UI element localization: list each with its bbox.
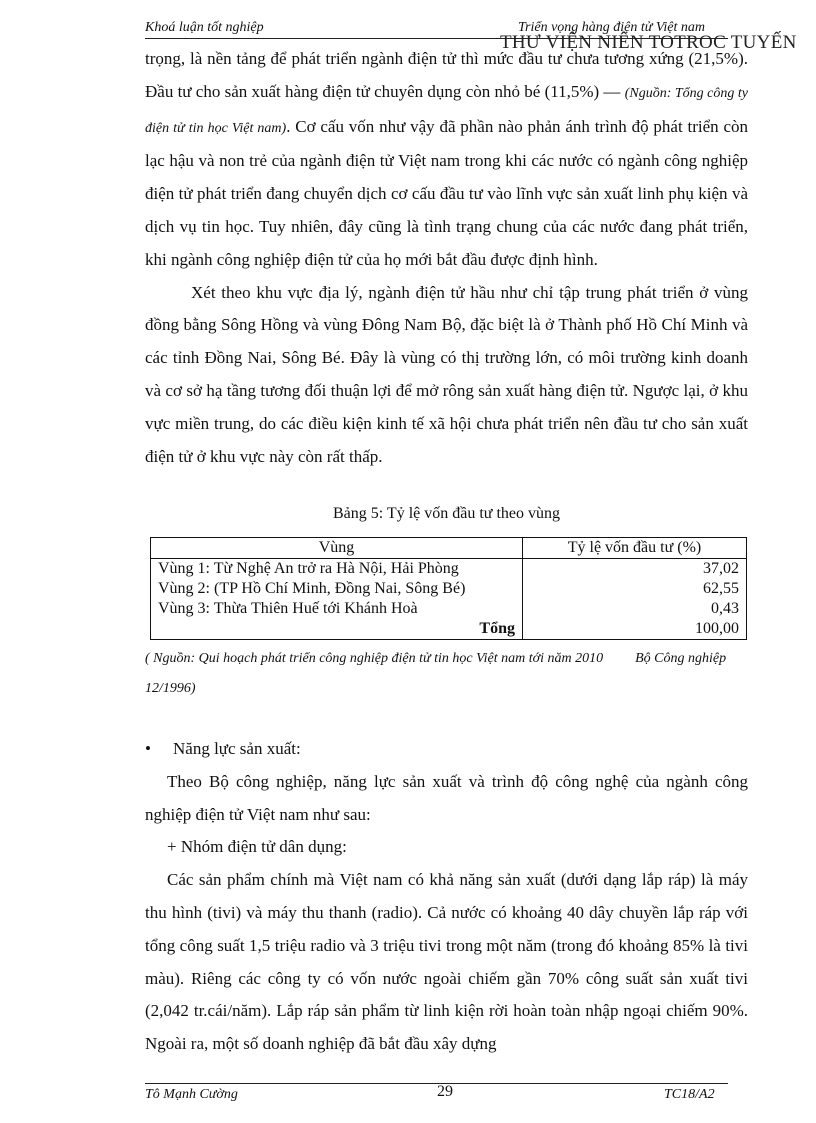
paragraph-1-continuation: . Cơ cấu vốn như vậy đã phần nào phản ánh trình độ phát triển còn lạc hậu và non trẻ của ngành điện tử Việt nam trong khi các nước có ngành công nghiệp điện tử phát triển đang chuyển dịch cơ cấu đầu tư vào lĩnh vực sản xuất linh phụ kiện và dịch vụ tin học. Tuy nhiên, đây cũng là tình trạng chung của các nước đang phát triển, khi ngành công nghiệp điện tử của họ mới bắt đầu được định hình. — [145, 116, 748, 269]
note-source-part2: Bộ Công nghiệp 12/1996) — [145, 651, 727, 696]
table-row — [151, 599, 747, 619]
table-total-row — [151, 619, 747, 640]
page-number: 29 — [437, 1083, 453, 1100]
bullet-item — [145, 733, 748, 766]
column-header-share: Tỷ lệ vốn đầu tư (%) — [523, 538, 747, 559]
footer-class-code: TC18/A2 — [664, 1087, 715, 1102]
share-cell: 0,43 — [711, 600, 739, 617]
column-header-region: Vùng — [151, 538, 523, 559]
subheading-consumer-electronics: + Nhóm điện tử dân dụng: — [167, 837, 347, 857]
table-source-note — [145, 644, 748, 704]
library-watermark: THƯ VIỆN NIÊN TOTROC TUYẾN — [500, 32, 797, 53]
table-row — [151, 579, 747, 599]
total-label-cell: Tổng — [151, 619, 523, 640]
paragraph-intro: Theo Bộ công nghiệp, năng lực sản xuất và trình độ công nghệ của ngành công nghiệp điện tử Việt nam như sau: — [145, 771, 748, 824]
investment-by-region-table — [150, 537, 747, 640]
region-cell: Vùng 3: Thừa Thiên Huế tới Khánh Hoà — [151, 599, 523, 619]
paragraph-1-text: trọng, là nền tảng để phát triển ngành điện tử thì mức đầu tư chưa tương xứng (21,5%). Đầu tư cho sản xuất hàng điện tử chuyên dụng còn nhỏ bé (11,5%) — — [145, 49, 748, 101]
bullet-title: Năng lực sản xuất: — [173, 739, 301, 758]
region-cell: Vùng 1: Từ Nghệ An trở ra Hà Nội, Hải Phòng — [151, 559, 523, 580]
paragraph-consumer-electronics: Các sản phẩm chính mà Việt nam có khả năng sản xuất (dưới dạng lắp ráp) là máy thu hình (tivi) và máy thu thanh (radio). Cả nước có khoảng 40 dây chuyền lắp ráp với tổng công suất 1,5 triệu radio và 3 triệu tivi trong một năm (trong đó khoảng 85% là tivi màu). Riêng các công ty có vốn nước ngoài chiếm gần 70% công suất sản xuất tivi (2,042 tr.cái/năm). Lắp ráp sản phẩm từ linh kiện rời hoàn toàn nhập ngoại chiếm 90%. Ngoài ra, một số doanh nghiệp đã bắt đầu xây dựng — [145, 870, 748, 1054]
total-value-cell: 100,00 — [695, 620, 739, 637]
share-cell: 37,02 — [703, 560, 739, 577]
share-cell: 62,55 — [703, 580, 739, 597]
bullet-icon: • — [145, 739, 151, 758]
table-row — [151, 559, 747, 580]
source-citation: (Nguồn: Tổng công ty điện tử tin học Việt nam) — [145, 85, 749, 136]
paragraph-investment-structure — [145, 43, 748, 277]
table-caption: Bảng 5: Tỷ lệ vốn đầu tư theo vùng — [332, 505, 560, 522]
header-topic-title: Triển vọng hàng điện tử Việt nam — [518, 20, 706, 35]
footer-author: Tô Mạnh Cường — [145, 1087, 238, 1102]
paragraph-geography: Xét theo khu vực địa lý, ngành điện tử hầu như chỉ tập trung phát triển ở vùng đồng bằng Sông Hồng và vùng Đông Nam Bộ, đặc biệt là ở Thành phố Hồ Chí Minh và các tỉnh Đồng Nai, Sông Bé. Đây là vùng có thị trường lớn, có môi trường kinh doanh và cơ sở hạ tầng tương đối thuận lợi để mở rông sản xuất hàng điện tử. Ngược lại, ở khu vực miền trung, do các điều kiện kinh tế xã hội chưa phát triển nên đầu tư cho sản xuất điện tử ở khu vực này còn rất thấp. — [145, 282, 748, 466]
note-source-part1: ( Nguồn: Qui hoạch phát triển công nghiệp điện tử tin học Việt nam tới năm 2010 — [145, 651, 604, 666]
main-text — [145, 43, 748, 473]
table-header-row — [151, 538, 747, 559]
production-capacity-section — [145, 733, 748, 1061]
region-cell: Vùng 2: (TP Hồ Chí Minh, Đồng Nai, Sông Bé) — [151, 579, 523, 599]
header-thesis-title: Khoá luận tốt nghiệp — [145, 20, 264, 35]
